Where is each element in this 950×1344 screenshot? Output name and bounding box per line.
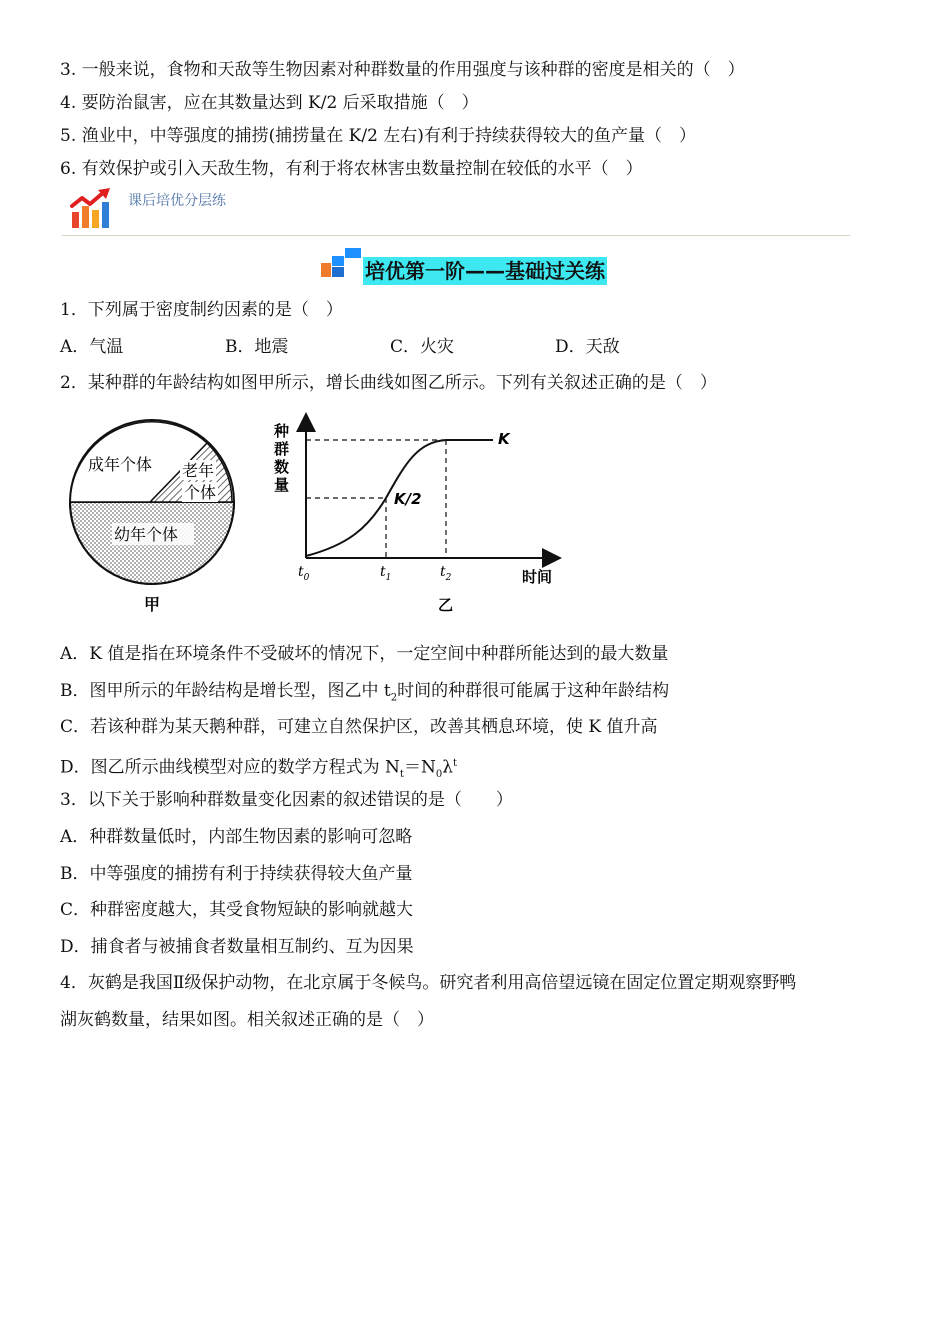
t0-label: t xyxy=(298,564,304,580)
svg-text:t2 xyxy=(440,564,452,583)
q3-option-d: D．捕食者与被捕食者数量相互制约、互为因果 xyxy=(60,937,414,957)
q1-option-b: B．地震 xyxy=(225,337,289,357)
t1-label: t xyxy=(380,564,386,580)
q3-stem: 3．以下关于影响种群数量变化因素的叙述错误的是（ ） xyxy=(60,790,513,810)
old-label-2: 个体 xyxy=(184,483,217,502)
divider xyxy=(62,235,850,236)
k2-label: K/2 xyxy=(394,490,422,508)
ylabel-1: 种 xyxy=(274,422,290,440)
section-title: 培优第一阶——基础过关练 xyxy=(365,259,605,283)
t1-sub: 1 xyxy=(385,573,392,583)
t0-sub: 0 xyxy=(303,573,310,583)
growth-curve-figure xyxy=(268,410,568,620)
ylabel-3: 数 xyxy=(274,458,290,476)
q4-stem-line1: 4．灰鹤是我国Ⅱ级保护动物，在北京属于冬候鸟。研究者利用高倍望远镜在固定位置定期观察野鸭 xyxy=(60,973,797,993)
old-label-1: 老年 xyxy=(182,461,215,480)
ylabel-2: 群 xyxy=(274,440,290,458)
ylabel-4: 量 xyxy=(274,476,290,494)
q2-option-b: B．图甲所示的年龄结构是增长型，图乙中 $t_2$时间的种群很可能属于这种年龄结构 xyxy=(60,681,670,704)
q1-option-a: A．气温 xyxy=(60,337,124,357)
figure-jia-label: 甲 xyxy=(144,595,161,614)
k-label: K xyxy=(498,430,510,448)
xlabel: 时间 xyxy=(522,568,553,586)
adult-label: 成年个体 xyxy=(88,455,153,474)
judgment-5: 5. 渔业中，中等强度的捕捞(捕捞量在 K/2 左右)有利于持续获得较大的鱼产量（ ） xyxy=(60,126,696,146)
q4-stem-line2: 湖灰鹤数量，结果如图。相关叙述正确的是（ ） xyxy=(60,1010,434,1030)
q3-option-a: A．种群数量低时，内部生物因素的影响可忽略 xyxy=(60,827,413,847)
growth-chart-icon xyxy=(68,186,116,230)
svg-text:t0 xyxy=(298,564,310,583)
t2-sub: 2 xyxy=(445,573,452,583)
q1-option-d: D．天敌 xyxy=(555,337,620,357)
q2-stem: 2．某种群的年龄结构如图甲所示，增长曲线如图乙所示。下列有关叙述正确的是（ ） xyxy=(60,373,717,393)
q3-option-b: B．中等强度的捕捞有利于持续获得较大鱼产量 xyxy=(60,864,413,884)
judgment-6: 6. 有效保护或引入天敌生物，有利于将农林害虫数量控制在较低的水平（ ） xyxy=(60,159,643,179)
figure-yi-label: 乙 xyxy=(438,596,454,614)
q1-option-c: C．火灾 xyxy=(390,337,455,357)
judgment-4: 4. 要防治鼠害，应在其数量达到 K/2 后采取措施（ ） xyxy=(60,93,479,113)
age-structure-figure xyxy=(62,410,242,620)
stairs-icon xyxy=(321,248,363,280)
q3-option-c: C．种群密度越大，其受食物短缺的影响就越大 xyxy=(60,900,414,920)
q1-stem: 1．下列属于密度制约因素的是（ ） xyxy=(60,300,343,320)
q2-option-c: C．若该种群为某天鹅种群，可建立自然保护区，改善其栖息环境，使 K 值升高 xyxy=(60,717,658,737)
q2-option-d: D．图乙所示曲线模型对应的数学方程式为 $N_t=N_0\lambda^t$ xyxy=(60,757,458,781)
young-label: 幼年个体 xyxy=(114,525,179,544)
svg-text:t1 xyxy=(380,564,391,583)
q2-option-a: A．K 值是指在环境条件不受破坏的情况下，一定空间中种群所能达到的最大数量 xyxy=(60,644,669,664)
t2-label: t xyxy=(440,564,446,580)
section-label: 课后培优分层练 xyxy=(128,193,226,209)
judgment-3: 3. 一般来说，食物和天敌等生物因素对种群数量的作用强度与该种群的密度是相关的（ ） xyxy=(60,60,745,80)
